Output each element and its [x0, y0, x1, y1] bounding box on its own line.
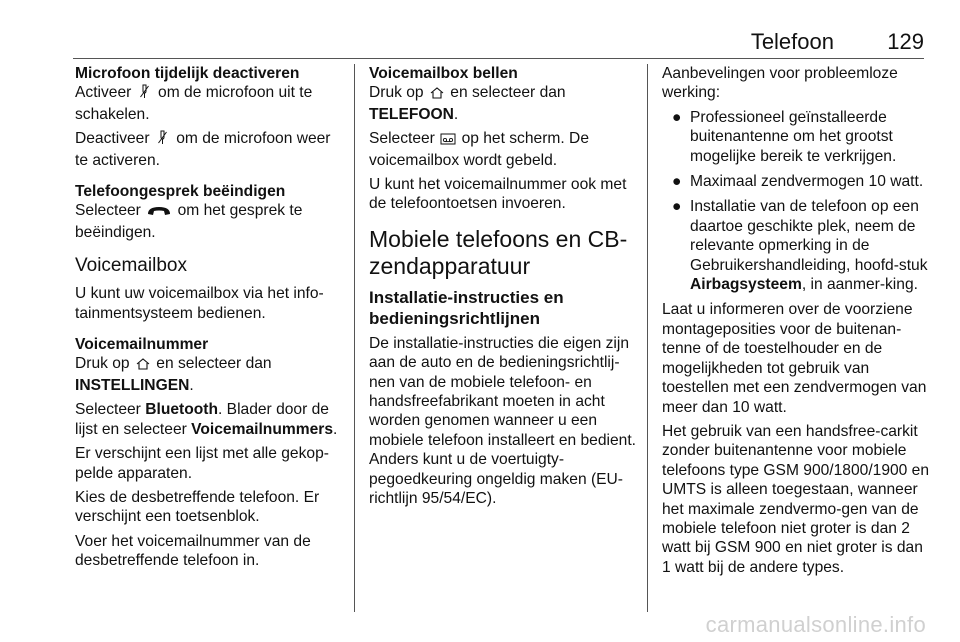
section-heading: Voicemailnummer	[75, 336, 209, 354]
section-heading: Telefoongesprek beëindigen	[75, 183, 286, 201]
column-3	[662, 64, 930, 582]
section-heading: Microfoon tijdelijk deactiveren	[75, 65, 300, 82]
home-icon	[134, 356, 152, 375]
paragraph: Selecteer Bluetooth. Blader door de lijst en selecteer Voicemailnummers.	[75, 401, 338, 438]
paragraph: De installatie-instructies die eigen zijn aan de auto en de bedieningsrichtlij-nen van de mobiele telefoon- en handsfreefabrikant moeten in acht worden genomen wanneer u een mobiele telefoon installeert en bedient. Anders kunt u de voertuigty-pegoedkeuring ongeldig maken (EU-richtlijn 95/54/EC).	[369, 334, 637, 508]
paragraph: Kies de desbetreffende telefoon. Er verschijnt een toetsenblok.	[75, 488, 320, 526]
page-title: Telefoon	[750, 29, 834, 54]
paragraph: Activeer om de microfoon uit te schakelen.	[75, 84, 313, 123]
home-icon	[428, 85, 446, 104]
subsection-title: Installatie-instructies en bedieningsrichtlijnen	[369, 287, 564, 328]
paragraph: U kunt uw voicemailbox via het info-tainmentsysteem bedienen.	[75, 285, 324, 322]
column-2	[369, 64, 637, 514]
paragraph: Selecteer om het gesprek te beëindigen.	[75, 202, 303, 241]
list-item: ● Professioneel geïnstalleerde buitenantenne om het grootst mogelijke bereik te verkrijgen.	[672, 108, 897, 165]
paragraph: Druk op en selecteer dan TELEFOON.	[369, 84, 566, 123]
voicemail-icon	[439, 131, 457, 150]
paragraph: Selecteer op het scherm. De voicemailbox wordt gebeld.	[369, 130, 589, 169]
paragraph: U kunt het voicemailnummer ook met de telefoontoetsen invoeren.	[369, 176, 627, 213]
paragraph: Laat u informeren over de voorziene montageposities voor de buitenan-tenne of de toestelhouder en de mogelijkheden tot gebruik van toestellen met een zendvermogen van meer dan 10 watt.	[662, 301, 927, 416]
list-item: ● Maximaal zendvermogen 10 watt.	[672, 173, 924, 191]
page-header	[0, 27, 924, 59]
bullet-list	[662, 108, 930, 295]
list-item: ● Installatie van de telefoon op een daartoe geschikte plek, neem de relevante opmerking in de Gebruikershandleiding, hoofd-stuk Airbagsysteem, in aanmer-king.	[672, 198, 928, 294]
section-title: Voicemailbox	[75, 255, 187, 277]
header-rule	[73, 58, 924, 59]
paragraph: Aanbevelingen voor probleemloze werking:	[662, 65, 898, 102]
hang-up-icon	[145, 203, 173, 222]
column-divider	[647, 64, 648, 612]
paragraph: Deactiveer om de microfoon weer te activeren.	[75, 130, 331, 169]
page-number: 129	[887, 29, 924, 54]
paragraph: Het gebruik van een handsfree-carkit zonder buitenantenne voor mobiele telefoons type GSM 900/1800/1900 en UMTS is alleen toegestaan, wanneer het maximale zendvermo-gen van de mobiele telefoon niet groter is dan 2 watt bij GSM 900 en niet groter is dan 1 watt bij de andere types.	[662, 422, 930, 576]
paragraph: Druk op en selecteer dan INSTELLINGEN.	[75, 355, 272, 394]
column-divider	[354, 64, 355, 612]
mic-off-icon	[136, 84, 154, 104]
paragraph: Voer het voicemailnummer van de desbetreffende telefoon in.	[75, 532, 311, 570]
mic-off-icon	[154, 130, 172, 150]
paragraph: Er verschijnt een lijst met alle gekop-pelde apparaten.	[75, 445, 329, 482]
chapter-title: Mobiele telefoons en CB-zendapparatuur	[369, 225, 628, 279]
watermark: carmanualsonline.info	[705, 612, 926, 637]
section-heading: Voicemailbox bellen	[369, 65, 518, 82]
column-1	[75, 64, 345, 576]
